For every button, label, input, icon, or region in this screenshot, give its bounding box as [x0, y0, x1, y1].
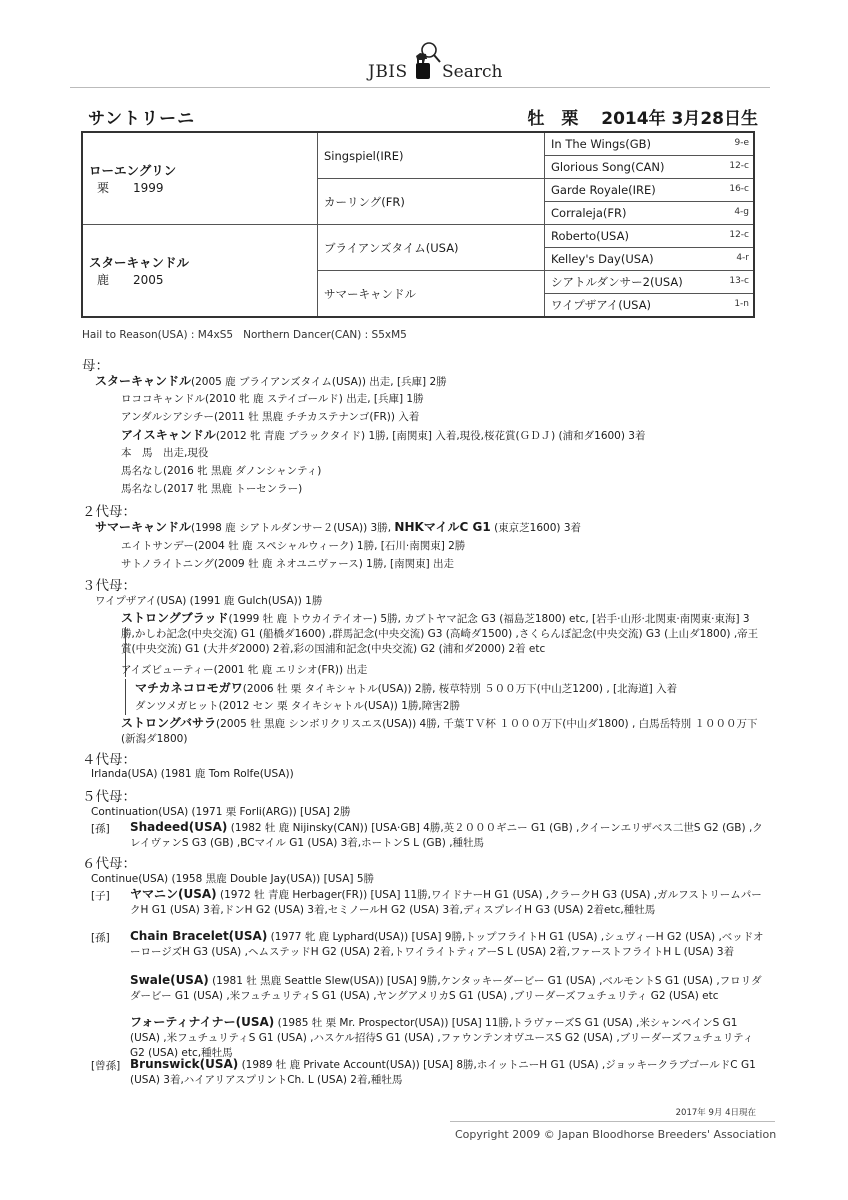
family-number: 9-e [734, 138, 749, 148]
list-item [95, 520, 581, 536]
sire-sire-cell [318, 132, 545, 179]
gen3-name[interactable]: Glorious Song(CAN) [551, 160, 665, 174]
gen3-cell [545, 225, 755, 248]
section-title-dam6: ６代母： [82, 856, 136, 872]
horse-link[interactable]: Swale(USA) [130, 973, 209, 987]
horse-link[interactable]: Chain Bracelet(USA) [130, 929, 268, 943]
dam-dam-name[interactable]: サマーキャンドル [324, 286, 416, 301]
gen3-cell [545, 179, 755, 202]
horse-record: (2012 牝 青鹿 ブラックタイド) 1勝, [南関東] 入着,現役,桜花賞(ＧＤＪ) (浦和ダ1600) 3着 [215, 430, 646, 442]
gen3-cell [545, 271, 755, 294]
race-grade: NHKマイルC G1 [394, 520, 491, 534]
dam-sire-name[interactable]: ブライアンズタイム(USA) [324, 240, 459, 255]
horse-link[interactable]: スターキャンドル [95, 374, 192, 388]
horse-link[interactable]: ストロングバサラ [121, 716, 217, 730]
family-number: 12-c [729, 230, 749, 240]
dam-name[interactable]: スターキャンドル [89, 255, 190, 270]
copyright: Copyright 2009 © Japan Bloodhorse Breeders' Association [455, 1128, 777, 1141]
section-title-dam3: ３代母： [82, 578, 136, 594]
list-item: Irlanda(USA) (1981 鹿 Tom Rolfe(USA)) [91, 768, 294, 780]
family-number: 13-c [729, 276, 749, 286]
dam-dam-cell [318, 271, 545, 318]
family-number: 4-r [736, 253, 749, 263]
horse-record: (1999 牡 鹿 トウカイテイオー) 5勝, カブトヤマ記念 G3 (福島芝1800) etc, [岩手·山形·北関東·南関東·東海] 3勝,かしわ記念(中央交流) G1 (船橋ダ1600) ,群馬記念(中央交流) G3 (高崎ダ1500) ,さくらんぼ記念(中央交流) G3 (上山ダ1800) ,帝王賞(中央交流) G1 (大井ダ2000) 2着,彩の国浦和記念(中央交流) G2 (浦和ダ2000) 2着 etc [121, 613, 759, 655]
list-item [130, 1015, 770, 1061]
dam-cell [82, 225, 318, 318]
list-item: ダンツメガヒット(2012 セン 栗 タイキシャトル(USA)) 1勝,障害2勝 [135, 700, 460, 712]
list-item [121, 428, 645, 444]
list-item: ワイプザアイ(USA) (1991 鹿 Gulch(USA)) 1勝 [95, 595, 323, 607]
gen3-name[interactable]: ワイプザアイ(USA) [551, 298, 652, 312]
list-item: 本 馬 出走,現役 [121, 447, 209, 459]
horse-record: (1989 牡 鹿 Private Account(USA)) [USA] 8勝,ホイットニーH G1 (USA) ,ジョッキークラブゴールドC G1 (USA) 3着,ハイアリアスプリントCh. L (USA) 2着,種牡馬 [130, 1059, 756, 1086]
list-item: アイズビューティー(2001 牝 鹿 エリシオ(FR)) 出走 [121, 664, 368, 676]
sire-cell [82, 132, 318, 225]
dam-sire-cell [318, 225, 545, 271]
sire-sire-name[interactable]: Singspiel(IRE) [324, 148, 404, 163]
sire-meta: 栗 1999 [97, 181, 164, 195]
logo-search-text: Search [442, 62, 503, 82]
dam-meta: 鹿 2005 [97, 273, 164, 287]
family-number: 4-g [734, 207, 749, 217]
list-item: Continuation(USA) (1971 栗 Forli(ARG)) [USA] 2勝 [91, 806, 351, 818]
section-title-dam: 母： [82, 358, 109, 374]
list-item: エイトサンデー(2004 牡 鹿 スペシャルウィーク) 1勝, [石川·南関東] 2勝 [121, 540, 466, 552]
race-detail: (東京芝1600) 3着 [490, 522, 582, 534]
gen3-cell [545, 132, 755, 156]
gen3-name[interactable]: シアトルダンサー2(USA) [551, 275, 683, 289]
section-title-dam4: ４代母： [82, 752, 136, 768]
jbis-search-logo [368, 40, 503, 82]
logo-jbis-text: JBIS [368, 62, 408, 82]
list-item [135, 681, 677, 697]
gen3-name[interactable]: Garde Royale(IRE) [551, 183, 656, 197]
horse-record: (1972 牡 青鹿 Herbager(FR)) [USA] 11勝,ワイドナーH G1 (USA) ,クラークH G3 (USA) ,ガルフストリームパークH G1 (USA) 3着,ドンH G2 (USA) 3着,セミノールH G2 (USA) 3着,ディスプレイH G3 (USA) 2着etc,種牡馬 [130, 889, 762, 916]
family-number: 1-n [734, 299, 749, 309]
horse-record: (1985 牡 栗 Mr. Prospector(USA)) [USA] 11勝,トラヴァーズS G1 (USA) ,米シャンペインS G1 (USA) ,米フュチュリティS G1 (USA) ,ハスケル招待S G1 (USA) ,ファウンテンオヴユースS G2 (USA) ,ブリーダーズフュチュリティ G2 (USA) etc,種牡馬 [130, 1017, 754, 1059]
horse-link[interactable]: マチカネコロモガワ [135, 681, 243, 695]
list-item [130, 1057, 770, 1088]
horse-sex-color-birthdate: 牡 栗 2014年 3月28日生 [527, 109, 758, 129]
list-item: ロココキャンドル(2010 牝 鹿 ステイゴールド) 出走, [兵庫] 1勝 [121, 393, 424, 405]
horse-link[interactable]: サマーキャンドル [95, 520, 192, 534]
horse-link[interactable]: アイスキャンドル [121, 428, 216, 442]
gen3-name[interactable]: Roberto(USA) [551, 229, 629, 243]
list-item: 馬名なし(2016 牝 黒鹿 ダノンシャンティ) [121, 465, 322, 477]
gen3-name[interactable]: Kelley's Day(USA) [551, 252, 654, 266]
relation-label: [子] [91, 890, 110, 902]
relation-label: [孫] [91, 823, 110, 835]
list-item [130, 973, 770, 1004]
pedigree-table [81, 131, 755, 318]
relation-label: [孫] [91, 932, 110, 944]
horse-link[interactable]: ヤマニン(USA) [130, 887, 217, 901]
list-item [130, 929, 770, 960]
footer-divider [450, 1121, 775, 1122]
list-item [121, 716, 761, 747]
list-item [95, 374, 447, 390]
horse-link[interactable]: Shadeed(USA) [130, 820, 228, 834]
horse-record: (1981 牡 黒鹿 Seattle Slew(USA)) [USA] 9勝,ケンタッキーダービー G1 (USA) ,ベルモントS G1 (USA) ,フロリダダービー G1 (USA) ,米フュチュリティS G1 (USA) ,ヤングアメリカS G1 (USA) ,ブリーダーズフュチュリティ G2 (USA) etc [130, 975, 762, 1002]
relation-label: [曾孫] [91, 1060, 121, 1072]
horse-record: (1998 鹿 シアトルダンサー２(USA)) 3勝, [191, 522, 395, 534]
horse-link[interactable]: フォーティナイナー(USA) [130, 1015, 275, 1029]
sire-dam-name[interactable]: カーリング(FR) [324, 194, 405, 209]
list-item: 馬名なし(2017 牝 黒鹿 トーセンラー) [121, 483, 303, 495]
horse-magnifier-icon [412, 40, 442, 80]
gen3-cell [545, 156, 755, 179]
horse-link[interactable]: Brunswick(USA) [130, 1057, 239, 1071]
list-item: Continue(USA) (1958 黒鹿 Double Jay(USA)) [USA] 5勝 [91, 873, 375, 885]
gen3-name[interactable]: Corraleja(FR) [551, 206, 627, 220]
horse-record: (1982 牡 鹿 Nijinsky(CAN)) [USA·GB] 4勝,英２０００ギニー G1 (GB) ,クイーンエリザベス二世S G2 (GB) ,クレイヴァンS G3 (GB) ,BCマイル G1 (USA) 3着,ホートンS L (GB) ,種牡馬 [130, 822, 763, 849]
section-title-dam2: ２代母： [82, 504, 136, 520]
header-divider [70, 87, 770, 88]
horse-name: サントリーニ [88, 109, 196, 129]
gen3-name[interactable]: In The Wings(GB) [551, 137, 652, 151]
sire-dam-cell [318, 179, 545, 225]
gen3-cell [545, 202, 755, 225]
bracket-line [125, 679, 126, 715]
horse-record: (2005 鹿 ブライアンズタイム(USA)) 出走, [兵庫] 2勝 [191, 376, 447, 388]
list-item [130, 887, 770, 918]
horse-record: (2006 牡 栗 タイキシャトル(USA)) 2勝, 桜草特別 ５００万下(中山芝1200) , [北海道] 入着 [242, 683, 678, 695]
family-number: 12-c [729, 161, 749, 171]
list-item: アンダルシアシチー(2011 牡 黒鹿 チチカステナンゴ(FR)) 入着 [121, 411, 420, 423]
section-title-dam5: ５代母： [82, 789, 136, 805]
sire-name[interactable]: ローエングリン [89, 163, 177, 178]
family-number: 16-c [729, 184, 749, 194]
list-item: サトノライトニング(2009 牡 鹿 ネオユニヴァース) 1勝, [南関東] 出走 [121, 558, 455, 570]
as-of-date: 2017年 9月 4日現在 [675, 1108, 756, 1118]
gen3-cell [545, 248, 755, 271]
horse-record: (1977 牝 鹿 Lyphard(USA)) [USA] 9勝,トップフライトH G1 (USA) ,シュヴィーH G2 (USA) ,ベッドオーロージズH G3 (USA) ,ヘムステッドH G2 (USA) 2着,トワイライトティアーS L (USA) 2着,ファーストフライトH L (USA) 3着 [130, 931, 764, 958]
horse-record: (2005 牡 黒鹿 シンボリクリスエス(USA)) 4勝, 千葉ＴＶ杯 １０００万下(中山ダ1800) , 白馬岳特別 １０００万下(新潟ダ1800) [121, 718, 758, 745]
inbreeding-cross: Hail to Reason(USA) : M4xS5 Northern Dancer(CAN) : S5xM5 [82, 329, 407, 341]
gen3-cell [545, 294, 755, 318]
horse-link[interactable]: ストロングブラッド [121, 611, 229, 625]
list-item [130, 820, 770, 851]
list-item [121, 611, 761, 657]
